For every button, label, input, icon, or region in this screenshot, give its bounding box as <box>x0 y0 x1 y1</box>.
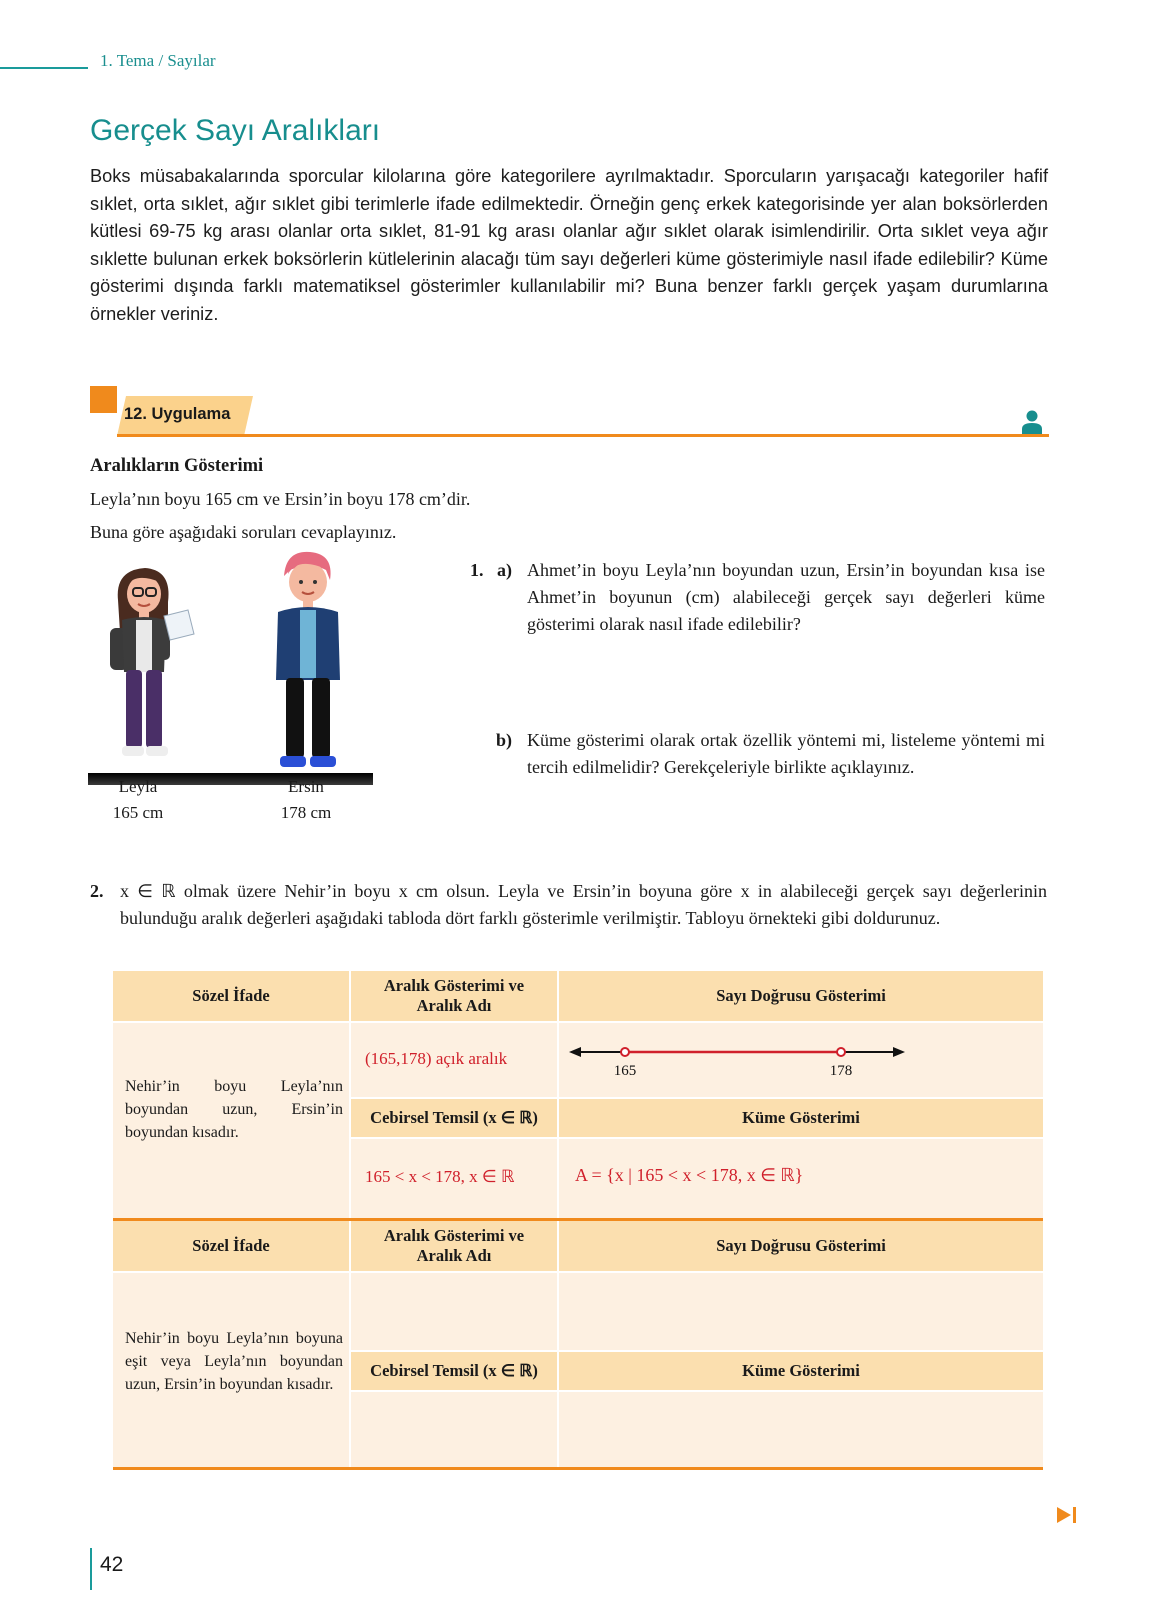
header-algebraic-2: Cebirsel Temsil (x ∈ ℝ) <box>351 1352 557 1390</box>
question-1b-text: Küme gösterimi olarak ortak özellik yöntemi mi, listeleme yöntemi mi tercih edilmelidir? Gerekçeleriyle birlikte açıklayınız. <box>527 730 1045 777</box>
example-numberline-cell <box>559 1023 1043 1097</box>
header-verbal-2: Sözel İfade <box>113 1221 349 1271</box>
ersin-height: 178 cm <box>280 803 332 822</box>
page-title: Gerçek Sayı Aralıkları <box>90 114 381 147</box>
tick-label-right: 178 <box>829 1063 853 1079</box>
open-point-165 <box>621 1048 629 1056</box>
intro-paragraph: Boks müsabakalarında sporcular kilolarına göre kategorilere ayrılmaktadır. Sporcuların yarışacağı kategoriler hafif sıklet, orta sıklet, ağır sıklet gibi terimlerle ifade edilmektedir. Örneğin genç erkek kategorisinde yer alan boksörlerden kütlesi 69-75 kg arası olanlar orta sıklet, 81-91 kg arası olanlar ağır sıklet olarak isimlendirilir. Orta sıklet veya ağır sıklette bulunan erkek boksörlerin kütlelerinin alacağı tüm sayı değerleri küme gösterimiyle nasıl ifade edilebilir? Küme gösterimi dışında farklı matematiksel gösterimler kullanılabilir mi? Buna benzer farklı gerçek yaşam durumlarına örnekler veriniz. <box>90 166 1048 324</box>
example-table <box>113 971 1043 1218</box>
example-set-cell <box>559 1139 1043 1218</box>
leyla-caption <box>78 762 198 826</box>
example-algebraic: 165 < x < 178, x ∈ ℝ <box>365 1167 515 1186</box>
question-2-text: x ∈ ℝ olmak üzere Nehir’in boyu x cm olsun. Leyla ve Ersin’in boyuna göre x in alabileceği gerçek sayı değerlerinin bulunduğu aralık değerleri aşağıdaki tabloda dört farklı gösterimle verilmiştir. Tabloyu örnekteki gibi doldurunuz. <box>120 881 1047 928</box>
fill-set-cell[interactable] <box>559 1392 1043 1467</box>
leyla-name: Leyla <box>118 777 158 796</box>
instruction: Buna göre aşağıdaki soruları cevaplayınız. <box>90 522 397 542</box>
header-set: Küme Gösterimi <box>559 1099 1043 1137</box>
header-interval-2: Aralık Gösterimi ve Aralık Adı <box>351 1221 557 1271</box>
question-2-number: 2. <box>90 881 104 901</box>
header-set-2: Küme Gösterimi <box>559 1352 1043 1390</box>
example-interval: (165,178) açık aralık <box>365 1049 508 1068</box>
example-verbal: Nehir’in boyu Leyla’nın boyundan uzun, Ersin’in boyundan kısadır. <box>113 1023 349 1218</box>
arrow-left-icon <box>569 1047 581 1057</box>
page-number-bar <box>90 1548 92 1590</box>
open-point-178 <box>837 1048 845 1056</box>
fill-algebraic-cell[interactable] <box>351 1392 557 1467</box>
header-numberline: Sayı Doğrusu Gösterimi <box>559 971 1043 1021</box>
header-numberline-2: Sayı Doğrusu Gösterimi <box>559 1221 1043 1271</box>
example-set: A = {x | 165 < x < 178, x ∈ ℝ} <box>575 1165 804 1185</box>
arrow-right-icon <box>893 1047 905 1057</box>
header-verbal: Sözel İfade <box>113 971 349 1021</box>
leyla-illustration <box>100 560 200 775</box>
fill-verbal: Nehir’in boyu Leyla’nın boyuna eşit veya Leyla’nın boyundan uzun, Ersin’in boyundan kısadır. <box>113 1273 349 1467</box>
number-line <box>559 1023 1043 1097</box>
activity-marker <box>90 386 117 413</box>
page-number: 42 <box>100 1553 124 1576</box>
next-page-icon[interactable] <box>1057 1507 1079 1523</box>
tick-label-left: 165 <box>613 1063 637 1079</box>
fill-table <box>113 1221 1043 1467</box>
activity-label: 12. Uygulama <box>124 405 231 423</box>
breadcrumb: 1. Tema / Sayılar <box>100 51 216 70</box>
fill-interval-cell[interactable] <box>351 1273 557 1350</box>
header-algebraic: Cebirsel Temsil (x ∈ ℝ) <box>351 1099 557 1137</box>
activity-rule <box>117 434 1049 437</box>
leyla-height: 165 cm <box>112 803 164 822</box>
example-algebraic-cell <box>351 1139 557 1218</box>
header-rule <box>0 67 88 69</box>
section-title: Aralıkların Gösterimi <box>90 456 264 476</box>
ersin-name: Ersin <box>288 777 324 796</box>
person-icon <box>1021 410 1043 434</box>
ersin-illustration <box>268 548 348 775</box>
table-bottom-rule <box>113 1467 1043 1470</box>
question-1b-label: b) <box>496 730 513 750</box>
header-interval: Aralık Gösterimi ve Aralık Adı <box>351 971 557 1021</box>
question-1a-label: a) <box>497 560 512 580</box>
fill-numberline-cell[interactable] <box>559 1273 1043 1350</box>
question-1-number: 1. <box>470 560 484 580</box>
example-interval-cell <box>351 1023 557 1097</box>
given-info: Leyla’nın boyu 165 cm ve Ersin’in boyu 178 cm’dir. <box>90 489 471 509</box>
ersin-caption <box>246 762 366 826</box>
question-1a-text: Ahmet’in boyu Leyla’nın boyundan uzun, Ersin’in boyundan kısa ise Ahmet’in boyunun (cm) alabileceği gerçek sayı değerleri küme gösterimi olarak nasıl ifade edilebilir? <box>527 560 1045 634</box>
